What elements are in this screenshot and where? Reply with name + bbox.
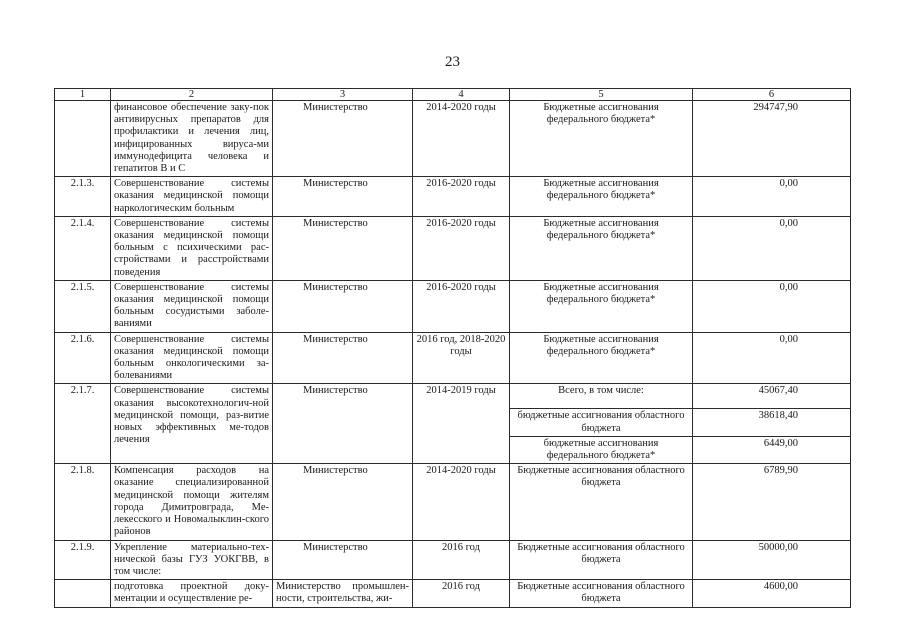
executor: Министерство промышлен-ности, строительства, жи- [273,580,413,607]
period: 2014-2020 годы [413,464,510,540]
row-number: 2.1.6. [55,332,111,384]
funding-source: бюджетные ассигнования федерального бюджета* [510,436,693,463]
executor: Министерство [273,177,413,217]
amount: 0,00 [693,332,851,384]
table-row [55,464,851,540]
table-row [55,332,851,384]
row-number: 2.1.3. [55,177,111,217]
funding-source: Всего, в том числе: [510,384,693,409]
period: 2016 год [413,540,510,580]
column-header: 3 [273,89,413,101]
executor: Министерство [273,101,413,177]
funding-source: бюджетные ассигнования областного бюджета [510,409,693,436]
amount: 4600,00 [693,580,851,607]
funding-source: Бюджетные ассигнования областного бюджета [510,540,693,580]
measure-description: Совершенствование системы оказания высокотехнологич-ной медицинской помощи, раз-витие новых эффективных ме-тодов лечения [111,384,273,464]
measure-description: Совершенствование системы оказания медицинской помощи больным сосудистыми заболе-ваниями [111,280,273,332]
executor: Министерство [273,216,413,280]
period: 2016 год, 2018-2020 годы [413,332,510,384]
column-header: 5 [510,89,693,101]
header-row [55,89,851,101]
amount: 0,00 [693,177,851,217]
period: 2016-2020 годы [413,280,510,332]
row-number: 2.1.8. [55,464,111,540]
funding-source: Бюджетные ассигнования федерального бюджета* [510,332,693,384]
period: 2014-2020 годы [413,101,510,177]
amount: 294747,90 [693,101,851,177]
funding-source: Бюджетные ассигнования федерального бюджета* [510,280,693,332]
period: 2016 год [413,580,510,607]
row-number: 2.1.7. [55,384,111,464]
column-header: 4 [413,89,510,101]
measure-description: Укрепление материально-тех-нической базы ГУЗ УОКГВВ, в том числе: [111,540,273,580]
table-row [55,280,851,332]
column-header: 6 [693,89,851,101]
row-number: 2.1.9. [55,540,111,580]
table-row [55,384,851,409]
executor: Министерство [273,540,413,580]
column-header: 2 [111,89,273,101]
table-row [55,101,851,177]
executor: Министерство [273,384,413,464]
page-number: 23 [445,54,460,70]
amount: 6789,90 [693,464,851,540]
row-number [55,580,111,607]
amount: 0,00 [693,216,851,280]
measure-description: Совершенствование системы оказания медицинской помощи больным онкологическими за-болеваниями [111,332,273,384]
amount: 38618,40 [693,409,851,436]
measure-description: подготовка проектной доку-ментации и осуществление ре- [111,580,273,607]
amount: 0,00 [693,280,851,332]
amount: 50000,00 [693,540,851,580]
executor: Министерство [273,332,413,384]
executor: Министерство [273,464,413,540]
measure-description: Совершенствование системы оказания медицинской помощи больным с психическими рас-стройствами и расстройствами поведения [111,216,273,280]
period: 2016-2020 годы [413,216,510,280]
measure-description: Совершенствование системы оказания медицинской помощи наркологическим больным [111,177,273,217]
amount: 45067,40 [693,384,851,409]
row-number [55,101,111,177]
amount: 6449,00 [693,436,851,463]
table-row [55,177,851,217]
funding-source: Бюджетные ассигнования федерального бюджета* [510,177,693,217]
table-row [55,540,851,580]
program-table [54,88,851,608]
period: 2016-2020 годы [413,177,510,217]
table-row [55,580,851,607]
column-header: 1 [55,89,111,101]
measure-description: финансовое обеспечение заку-пок антивирусных препаратов для профилактики и лечения лиц, инфицированных вируса-ми иммунодефицита человека и гепатитов В и С [111,101,273,177]
row-number: 2.1.5. [55,280,111,332]
funding-source: Бюджетные ассигнования областного бюджета [510,580,693,607]
funding-source: Бюджетные ассигнования областного бюджета [510,464,693,540]
funding-source: Бюджетные ассигнования федерального бюджета* [510,101,693,177]
row-number: 2.1.4. [55,216,111,280]
executor: Министерство [273,280,413,332]
table-row [55,216,851,280]
period: 2014-2019 годы [413,384,510,464]
measure-description: Компенсация расходов на оказание специализированной медицинской помощи жителям города Димитровграда, Ме-лекесского и Новомалыклин-ского районов [111,464,273,540]
funding-source: Бюджетные ассигнования федерального бюджета* [510,216,693,280]
